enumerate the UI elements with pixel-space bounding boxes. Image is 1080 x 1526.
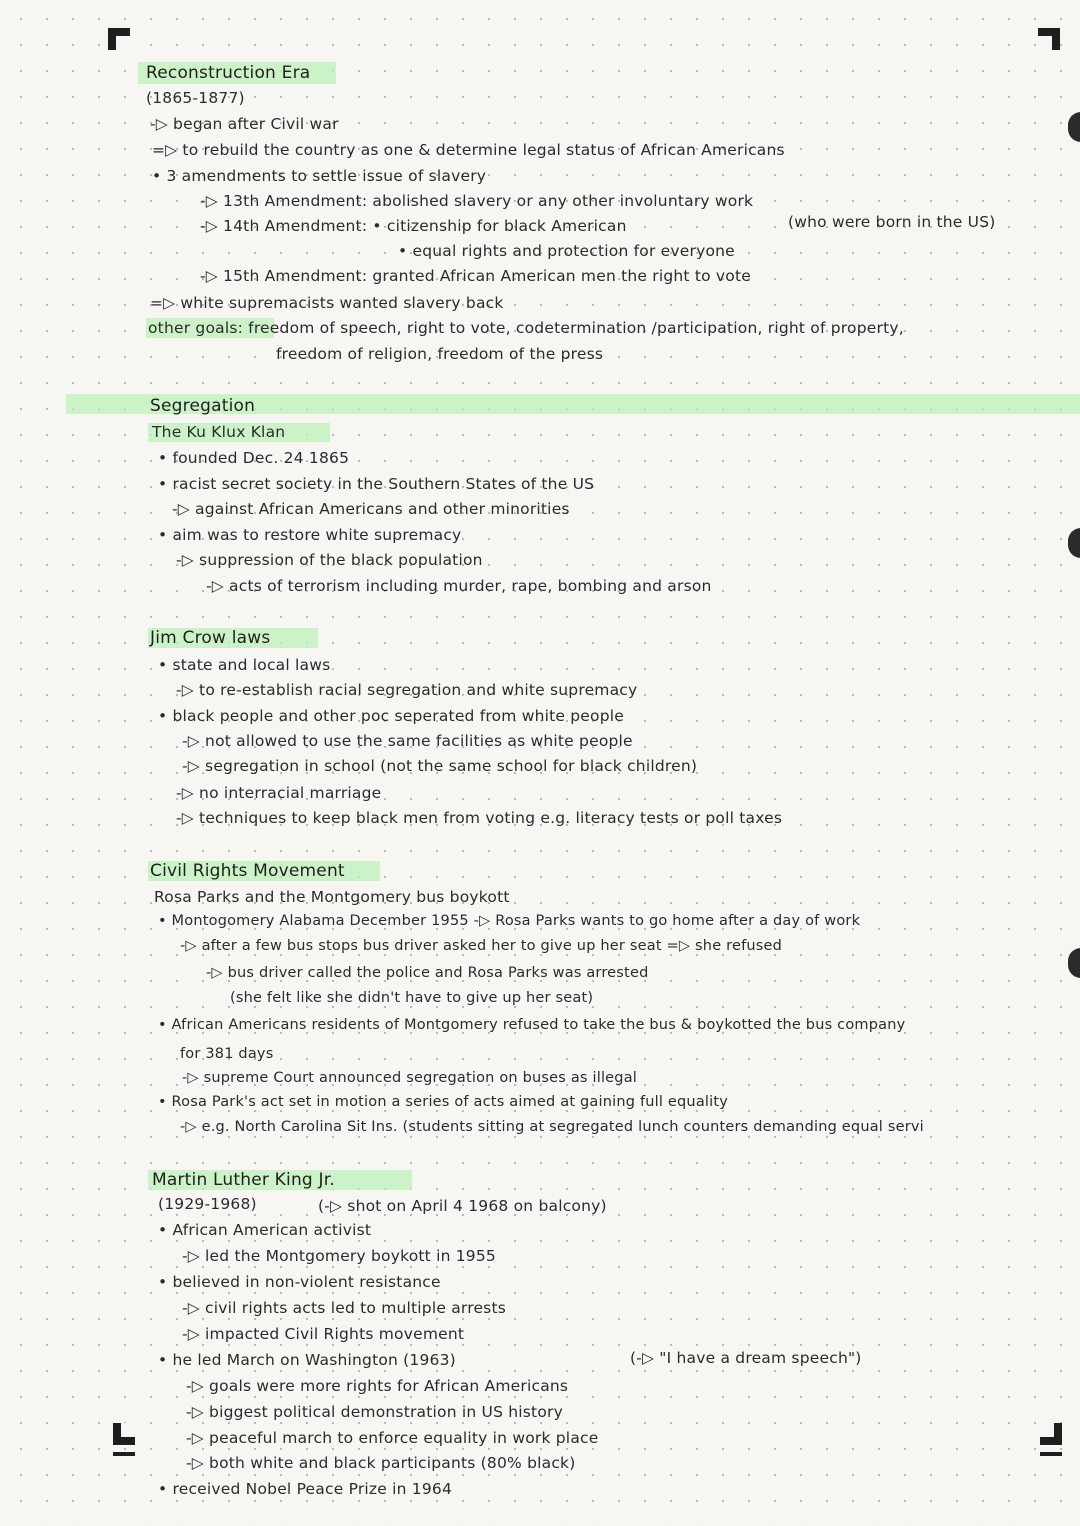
jim-crow-line: • black people and other poc seperated from white people <box>158 707 625 725</box>
corner-marker-bottom-right <box>1040 1423 1062 1445</box>
reconstruction-heading: Reconstruction Era <box>146 63 311 83</box>
reconstruction-line: freedom of religion, freedom of the press <box>276 345 604 363</box>
mlk-line: • received Nobel Peace Prize in 1964 <box>158 1480 453 1498</box>
jim-crow-heading: Jim Crow laws <box>150 628 271 648</box>
mlk-line: • he led March on Washington (1963) <box>158 1351 456 1369</box>
segregation-heading: Segregation <box>150 396 256 416</box>
jim-crow-line: -▷ to re-establish racial segregation and white supremacy <box>176 681 638 699</box>
mlk-heading: Martin Luther King Jr. <box>152 1170 335 1190</box>
reconstruction-dates: (1865-1877) <box>146 89 245 107</box>
kkk-line: • racist secret society in the Southern States of the US <box>158 475 595 493</box>
binder-hole-top <box>1068 112 1080 142</box>
civil-rights-line: for 381 days <box>180 1046 274 1062</box>
civil-rights-line: -▷ supreme Court announced segregation on buses as illegal <box>182 1070 638 1086</box>
mlk-line: -▷ impacted Civil Rights movement <box>182 1325 465 1343</box>
reconstruction-line: • equal rights and protection for everyone <box>398 242 735 260</box>
civil-rights-line: (she felt like she didn't have to give up her seat) <box>230 990 594 1006</box>
mlk-line: -▷ biggest political demonstration in US history <box>186 1403 563 1421</box>
rosa-parks-subheading: Rosa Parks and the Montgomery bus boykott <box>154 888 510 906</box>
kkk-line: • founded Dec. 24 1865 <box>158 449 350 467</box>
civil-rights-line: • African Americans residents of Montgomery refused to take the bus & boykotted the bus company <box>158 1017 906 1033</box>
jim-crow-line: -▷ no interracial marriage <box>176 784 382 802</box>
corner-marker-tick-left <box>113 1452 135 1456</box>
binder-hole-lower <box>1068 948 1080 978</box>
mlk-line: (-▷ "I have a dream speech") <box>630 1349 862 1367</box>
mlk-line: -▷ led the Montgomery boykott in 1955 <box>182 1247 496 1265</box>
jim-crow-line: -▷ segregation in school (not the same school for black children) <box>182 757 698 775</box>
civil-rights-line: -▷ after a few bus stops bus driver asked her to give up her seat =▷ she refused <box>180 938 783 954</box>
corner-marker-top-right <box>1038 28 1060 50</box>
binder-hole-middle <box>1068 528 1080 558</box>
corner-marker-top-left <box>108 28 130 50</box>
reconstruction-line: -▷ began after Civil war <box>150 115 339 133</box>
mlk-line: -▷ civil rights acts led to multiple arrests <box>182 1299 507 1317</box>
corner-marker-bottom-left <box>113 1423 135 1445</box>
reconstruction-line: =▷ white supremacists wanted slavery back <box>150 294 504 312</box>
reconstruction-line: • 3 amendments to settle issue of slavery <box>152 167 487 185</box>
civil-rights-line: • Rosa Park's act set in motion a series of acts aimed at gaining full equality <box>158 1094 729 1110</box>
civil-rights-line: -▷ e.g. North Carolina Sit Ins. (students sitting at segregated lunch counters demanding equal servi <box>180 1119 924 1135</box>
kkk-heading: The Ku Klux Klan <box>152 423 286 441</box>
mlk-dates: (1929-1968) <box>158 1195 257 1213</box>
reconstruction-line: other goals: freedom of speech, right to vote, codetermination /participation, right of property, <box>148 319 904 337</box>
civil-rights-line: -▷ bus driver called the police and Rosa Parks was arrested <box>206 965 649 981</box>
jim-crow-line: -▷ not allowed to use the same facilities as white people <box>182 732 633 750</box>
civil-rights-heading: Civil Rights Movement <box>150 861 345 881</box>
kkk-line: • aim was to restore white supremacy <box>158 526 462 544</box>
mlk-line: • believed in non-violent resistance <box>158 1273 441 1291</box>
mlk-line: -▷ both white and black participants (80% black) <box>186 1454 576 1472</box>
mlk-line: • African American activist <box>158 1221 372 1239</box>
mlk-line: -▷ peaceful march to enforce equality in work place <box>186 1429 599 1447</box>
kkk-line: -▷ acts of terrorism including murder, rape, bombing and arson <box>206 577 712 595</box>
mlk-line: (-▷ shot on April 4 1968 on balcony) <box>318 1197 607 1215</box>
corner-marker-tick-right <box>1040 1452 1062 1456</box>
mlk-line: -▷ goals were more rights for African Americans <box>186 1377 569 1395</box>
jim-crow-line: -▷ techniques to keep black men from voting e.g. literacy tests or poll taxes <box>176 809 783 827</box>
kkk-line: -▷ against African Americans and other minorities <box>172 500 570 518</box>
reconstruction-line: (who were born in the US) <box>788 213 996 231</box>
reconstruction-line: -▷ 14th Amendment: • citizenship for black American <box>200 217 627 235</box>
jim-crow-line: • state and local laws <box>158 656 331 674</box>
kkk-line: -▷ suppression of the black population <box>176 551 483 569</box>
reconstruction-line: =▷ to rebuild the country as one & determine legal status of African Americans <box>152 141 785 159</box>
reconstruction-line: -▷ 13th Amendment: abolished slavery or any other involuntary work <box>200 192 754 210</box>
reconstruction-line: -▷ 15th Amendment: granted African American men the right to vote <box>200 267 751 285</box>
civil-rights-line: • Montogomery Alabama December 1955 -▷ Rosa Parks wants to go home after a day of work <box>158 913 861 929</box>
